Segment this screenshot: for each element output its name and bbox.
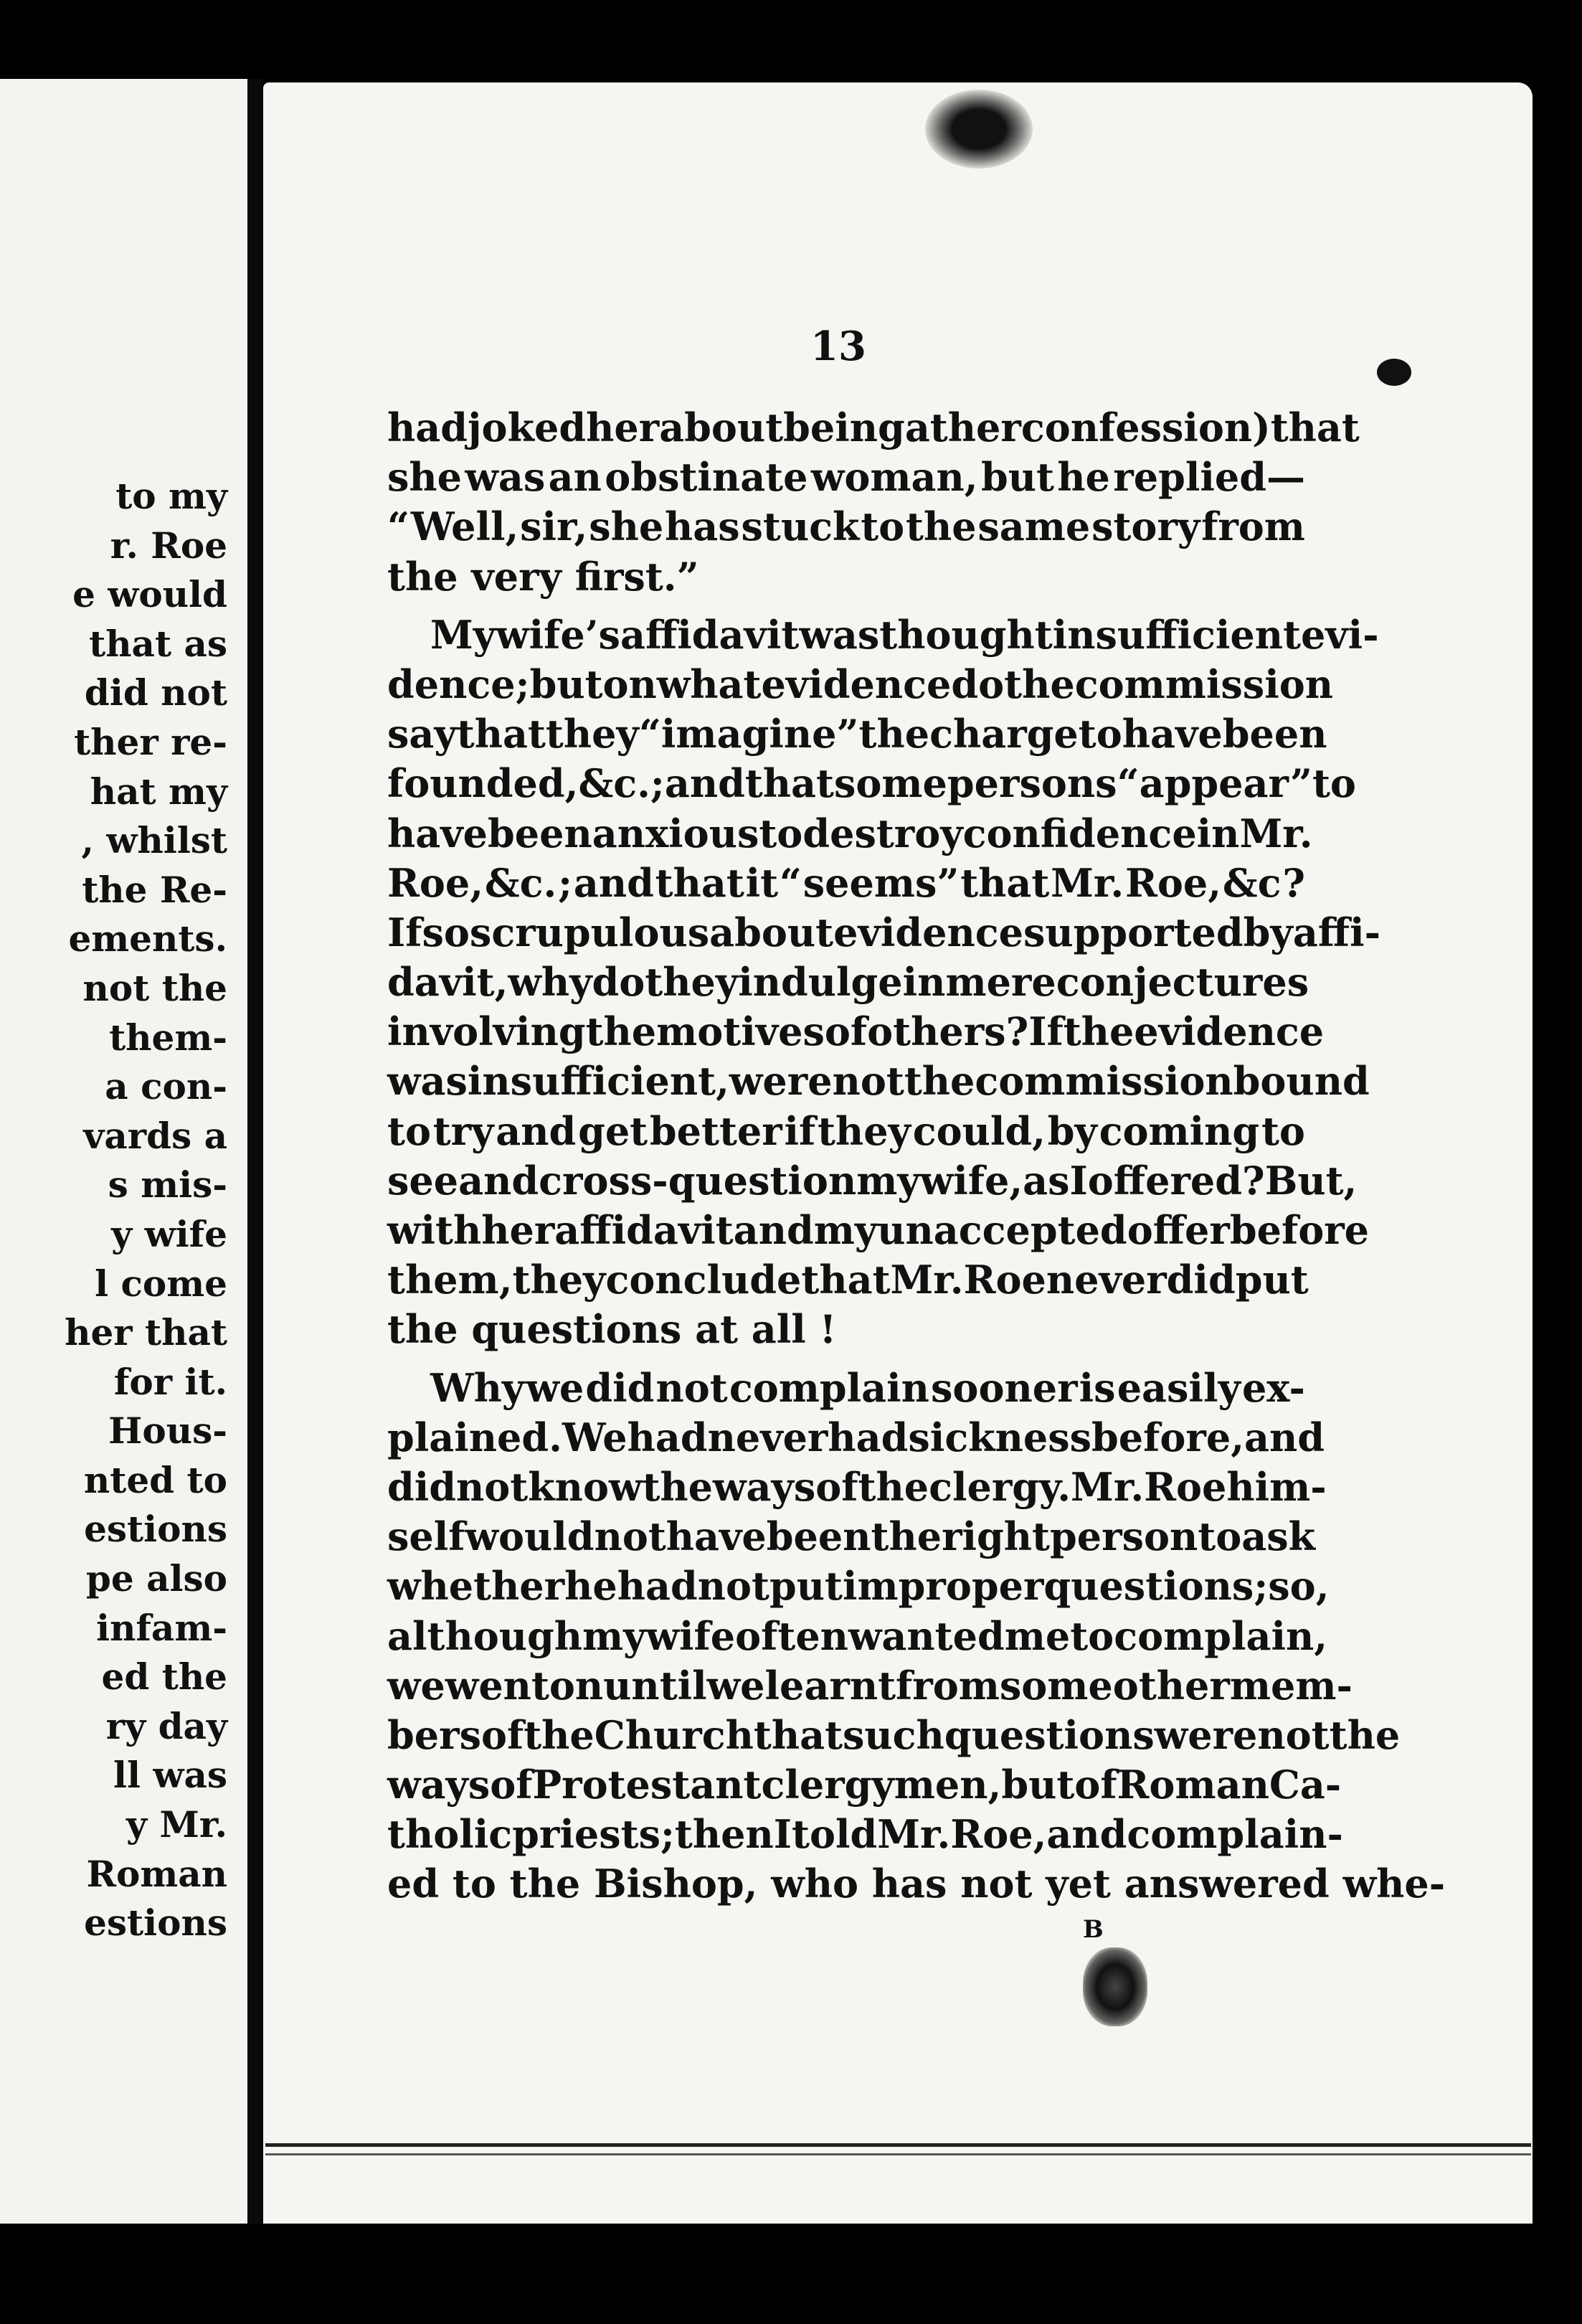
left-page-line: Hous- bbox=[108, 1409, 227, 1452]
ink-smudge-icon bbox=[1083, 1947, 1147, 2026]
page-number: 13 bbox=[810, 323, 866, 370]
text-line: Why we did not complain sooner is easily ex- bbox=[430, 1364, 1305, 1411]
text-line: although my wife often wanted me to complain, bbox=[387, 1612, 1328, 1659]
paragraph bbox=[387, 610, 1381, 1355]
text-line: davit, why do they indulge in mere conjectures bbox=[387, 959, 1309, 1006]
left-page-line: estions bbox=[84, 1508, 227, 1551]
text-line: was insufficient, were not the commission bound bbox=[387, 1058, 1370, 1105]
text-line: see and cross-question my wife, as I offered ? But, bbox=[387, 1157, 1358, 1204]
ink-spot-icon bbox=[1377, 359, 1411, 386]
left-page-line: a con- bbox=[105, 1065, 227, 1108]
text-line: the very first.” bbox=[387, 553, 699, 600]
text-line: dence ; but on what evidence do the commission bbox=[387, 661, 1333, 707]
left-page-line: nted to bbox=[83, 1458, 227, 1501]
left-page-line: did not bbox=[84, 671, 227, 714]
text-line: have been anxious to destroy confidence in Mr. bbox=[387, 810, 1313, 856]
text-line: “ Well, sir, she has stuck to the same story from bbox=[387, 504, 1305, 550]
left-page-line: ed the bbox=[101, 1655, 227, 1699]
left-page-line: r. Roe bbox=[110, 524, 227, 567]
left-page-line: pe also bbox=[85, 1557, 227, 1600]
left-page-line: not the bbox=[82, 966, 227, 1009]
left-page-line: that as bbox=[89, 622, 227, 665]
text-line: she was an obstinate woman, but he replied— bbox=[387, 454, 1305, 501]
text-line: did not know the ways of the clergy. Mr. Roe him- bbox=[387, 1463, 1327, 1510]
scan-border-bottom bbox=[0, 2224, 1582, 2324]
text-line: Roe, &c. ; and that it “ seems” that Mr. Roe, &c ? bbox=[387, 859, 1305, 906]
text-line: bers of the Church that such questions were not the bbox=[387, 1711, 1401, 1758]
left-page-line: y wife bbox=[111, 1212, 227, 1255]
text-line: we went on until we learnt from some other mem- bbox=[387, 1662, 1353, 1709]
left-page-line: ry day bbox=[105, 1704, 227, 1747]
text-line: the questions at all ! bbox=[387, 1306, 837, 1353]
text-line: with her affidavit and my unaccepted offer before bbox=[387, 1207, 1370, 1253]
scan-border-right bbox=[1533, 79, 1582, 2324]
bottom-rule-secondary bbox=[265, 2153, 1531, 2155]
text-line: ed to the Bishop, who has not yet answered whe- bbox=[387, 1861, 1446, 1907]
text-line: self would not have been the right person to ask bbox=[387, 1513, 1316, 1560]
text-line: plained. We had never had sickness before, and bbox=[387, 1414, 1325, 1460]
paragraph bbox=[387, 1364, 1446, 1909]
text-line: founded, &c. ; and that some persons “ appear” to bbox=[387, 760, 1356, 807]
left-page bbox=[0, 79, 247, 2224]
left-page-text bbox=[65, 472, 227, 1948]
left-page-line: vards a bbox=[83, 1114, 227, 1157]
text-line: If so scrupulous about evidence supported by affi- bbox=[387, 909, 1381, 955]
signature-mark: B bbox=[1083, 1915, 1104, 1944]
bottom-rule bbox=[265, 2143, 1531, 2147]
text-line: involving the motives of others ? If the evidence bbox=[387, 1009, 1325, 1055]
text-line: tholic priests ; then I told Mr. Roe, and complain- bbox=[387, 1811, 1343, 1858]
left-page-line: estions bbox=[84, 1902, 227, 1945]
text-line: ways of Protestant clergymen, but of Roman Ca- bbox=[387, 1762, 1342, 1808]
scan-border-top bbox=[0, 0, 1582, 86]
left-page-line: infam- bbox=[96, 1606, 227, 1649]
text-line: My wife’s affidavit was thought insufficient evi- bbox=[430, 611, 1379, 658]
left-page-line: e would bbox=[72, 573, 227, 616]
left-page-line: her that bbox=[65, 1311, 227, 1354]
left-page-line: l come bbox=[95, 1262, 227, 1305]
text-line: say that they “ imagine” the charge to have been bbox=[387, 711, 1327, 757]
left-page-line: ll was bbox=[113, 1754, 227, 1797]
left-page-line: , whilst bbox=[81, 819, 227, 862]
body-text bbox=[387, 403, 1446, 1909]
left-page-line: s mis- bbox=[108, 1163, 227, 1206]
left-page-line: to my bbox=[115, 475, 227, 517]
ink-blot-icon bbox=[925, 90, 1033, 169]
left-page-line: y Mr. bbox=[126, 1803, 227, 1846]
left-page-line: them- bbox=[109, 1016, 227, 1059]
left-page-line: hat my bbox=[90, 770, 227, 813]
book-gutter bbox=[247, 79, 263, 2224]
left-page-line: the Re- bbox=[82, 868, 227, 911]
left-page-line: for it. bbox=[113, 1360, 227, 1403]
text-line: to try and get better if they could, by coming to bbox=[387, 1107, 1305, 1154]
left-page-line: ements. bbox=[68, 917, 227, 960]
text-line: had joked her about being at her confession) that bbox=[387, 405, 1360, 450]
left-page-line: Roman bbox=[86, 1852, 227, 1895]
left-page-line: ther re- bbox=[74, 720, 227, 763]
paragraph bbox=[387, 403, 1360, 602]
text-line: them, they conclude that Mr. Roe never did put bbox=[387, 1257, 1309, 1303]
text-line: whether he had not put improper questions ; so, bbox=[387, 1563, 1330, 1610]
